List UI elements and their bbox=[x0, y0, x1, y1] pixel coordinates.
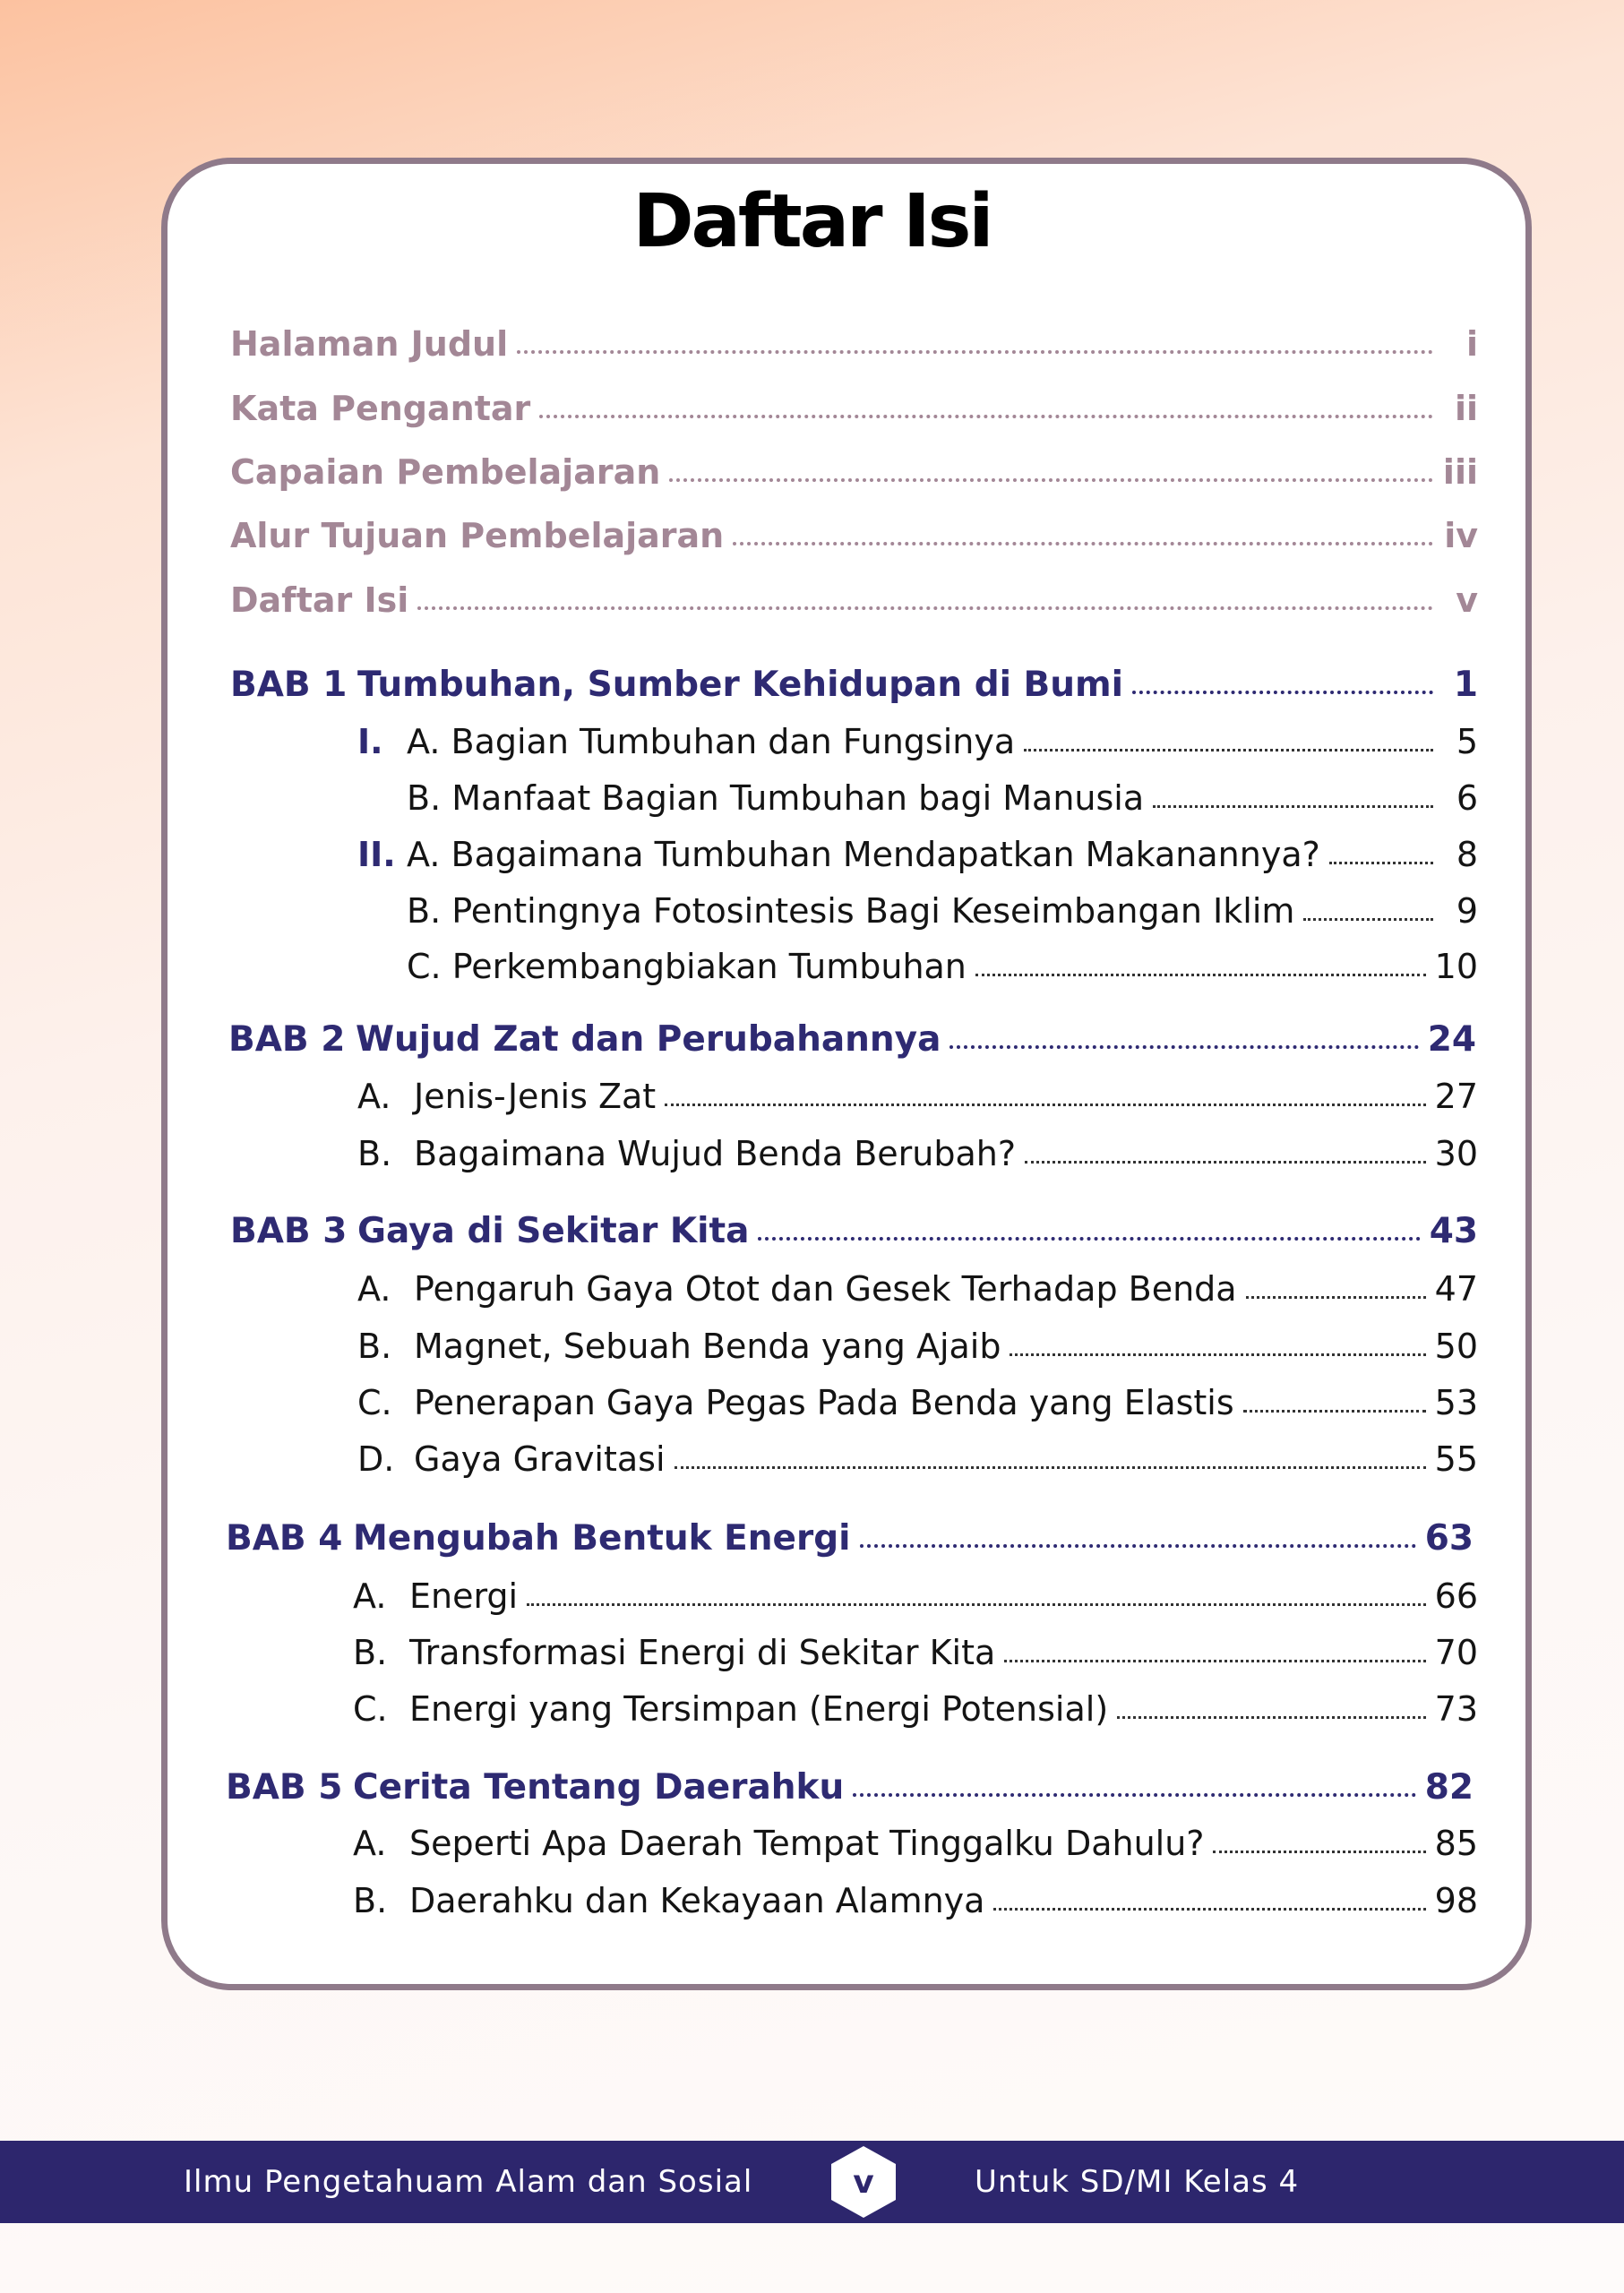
toc-page: ii bbox=[1454, 389, 1478, 428]
chapter-title: Wujud Zat dan Perubahannya bbox=[356, 1019, 941, 1060]
dot-leader bbox=[527, 1603, 1426, 1606]
chapter-page: 24 bbox=[1427, 1019, 1476, 1060]
section-title: Pengaruh Gaya Otot dan Gesek Terhadap Benda bbox=[414, 1269, 1237, 1309]
toc-section bbox=[357, 1134, 1478, 1189]
section-title: Bagian Tumbuhan dan Fungsinya bbox=[451, 722, 1016, 761]
footer-grade: Untuk SD/MI Kelas 4 bbox=[975, 2164, 1300, 2200]
dot-leader bbox=[417, 606, 1433, 610]
section-letter: D. bbox=[357, 1439, 395, 1479]
dot-leader bbox=[1004, 1660, 1425, 1662]
section-roman: II. bbox=[357, 835, 396, 874]
section-page: 98 bbox=[1434, 1881, 1478, 1920]
toc-label: Alur Tujuan Pembelajaran bbox=[230, 516, 725, 555]
chapter-code: BAB 3 bbox=[230, 1211, 348, 1251]
toc-page: v bbox=[1456, 580, 1478, 620]
dot-leader bbox=[1329, 862, 1433, 864]
chapter-code: BAB 2 bbox=[228, 1019, 346, 1060]
toc-section bbox=[357, 1383, 1478, 1438]
section-title: Bagaimana Tumbuhan Mendapatkan Makanannya? bbox=[451, 835, 1320, 874]
dot-leader bbox=[860, 1544, 1416, 1548]
footer-book-title: Ilmu Pengetahuam Alam dan Sosial bbox=[184, 2164, 753, 2200]
dot-leader bbox=[665, 1104, 1425, 1106]
toc-section bbox=[353, 1824, 1478, 1879]
section-letter: A. bbox=[357, 1077, 391, 1116]
section-title: Perkembangbiakan Tumbuhan bbox=[451, 947, 967, 986]
section-title: Magnet, Sebuah Benda yang Ajaib bbox=[414, 1327, 1001, 1366]
dot-leader bbox=[1117, 1716, 1425, 1719]
section-letter: A. bbox=[407, 835, 441, 874]
dot-leader bbox=[1024, 749, 1433, 751]
chapter-title: Tumbuhan, Sumber Kehidupan di Bumi bbox=[357, 665, 1124, 705]
toc-chapter-3 bbox=[230, 1211, 1478, 1267]
footer-page-number: v bbox=[853, 2163, 874, 2201]
chapter-code: BAB 5 bbox=[226, 1767, 343, 1808]
toc-page: iv bbox=[1444, 516, 1478, 555]
dot-leader bbox=[1132, 691, 1433, 694]
toc-section bbox=[357, 1327, 1478, 1382]
chapter-code: BAB 1 bbox=[230, 665, 348, 705]
section-title: Gaya Gravitasi bbox=[414, 1439, 666, 1479]
toc-label: Capaian Pembelajaran bbox=[230, 452, 661, 492]
section-page: 9 bbox=[1456, 891, 1478, 931]
section-page: 70 bbox=[1434, 1633, 1478, 1672]
section-letter: B. bbox=[357, 1327, 392, 1366]
section-page: 6 bbox=[1456, 778, 1478, 818]
section-title: Seperti Apa Daerah Tempat Tinggalku Dahulu? bbox=[409, 1824, 1205, 1863]
toc-entry-front-0 bbox=[230, 324, 1478, 380]
dot-leader bbox=[1025, 1161, 1426, 1164]
section-page: 30 bbox=[1434, 1134, 1478, 1173]
toc-entry-front-2 bbox=[230, 452, 1478, 508]
dot-leader bbox=[1246, 1296, 1426, 1299]
section-title: Penerapan Gaya Pegas Pada Benda yang Elastis bbox=[414, 1383, 1234, 1422]
dot-leader bbox=[949, 1045, 1418, 1049]
dot-leader bbox=[1010, 1353, 1425, 1356]
toc-section bbox=[357, 1439, 1478, 1495]
toc-section bbox=[353, 1689, 1478, 1745]
section-page: 73 bbox=[1434, 1689, 1478, 1729]
section-letter: A. bbox=[357, 1269, 391, 1309]
chapter-page: 82 bbox=[1424, 1767, 1474, 1808]
toc-page: iii bbox=[1442, 452, 1478, 492]
section-title: Manfaat Bagian Tumbuhan bagi Manusia bbox=[451, 778, 1145, 818]
toc-entry-front-1 bbox=[230, 389, 1478, 444]
section-page: 85 bbox=[1434, 1824, 1478, 1863]
section-roman: I. bbox=[357, 722, 383, 761]
section-letter: A. bbox=[407, 722, 441, 761]
chapter-page: 63 bbox=[1424, 1518, 1474, 1559]
dot-leader bbox=[975, 974, 1426, 976]
toc-section bbox=[353, 1881, 1478, 1937]
section-title: Pentingnya Fotosintesis Bagi Keseimbangan Iklim bbox=[451, 891, 1295, 931]
toc-chapter-2 bbox=[228, 1019, 1476, 1075]
section-page: 5 bbox=[1456, 722, 1478, 761]
toc-entry-front-3 bbox=[230, 516, 1478, 571]
section-letter: B. bbox=[353, 1633, 388, 1672]
chapter-title: Cerita Tentang Daerahku bbox=[353, 1767, 845, 1808]
section-page: 66 bbox=[1434, 1576, 1478, 1616]
dot-leader bbox=[669, 478, 1433, 482]
toc-section bbox=[357, 722, 1478, 777]
section-letter: B. bbox=[353, 1881, 388, 1920]
section-title: Transformasi Energi di Sekitar Kita bbox=[409, 1633, 996, 1672]
dot-leader bbox=[993, 1908, 1425, 1911]
section-page: 55 bbox=[1434, 1439, 1478, 1479]
toc-label: Kata Pengantar bbox=[230, 389, 531, 428]
dot-leader bbox=[1213, 1851, 1425, 1853]
dot-leader bbox=[853, 1793, 1415, 1797]
chapter-title: Mengubah Bentuk Energi bbox=[353, 1518, 851, 1559]
toc-section bbox=[407, 947, 1478, 1002]
section-page: 47 bbox=[1434, 1269, 1478, 1309]
toc-page: i bbox=[1465, 324, 1478, 364]
section-letter: C. bbox=[353, 1689, 388, 1729]
toc-section bbox=[357, 835, 1478, 890]
toc-section bbox=[407, 891, 1478, 947]
section-letter: B. bbox=[357, 1134, 392, 1173]
dot-leader bbox=[1153, 805, 1433, 808]
dot-leader bbox=[1303, 918, 1433, 921]
section-letter: C. bbox=[357, 1383, 392, 1422]
section-title: Energi bbox=[409, 1576, 519, 1616]
toc-section bbox=[353, 1633, 1478, 1688]
section-letter: C. bbox=[407, 947, 442, 986]
toc-label: Halaman Judul bbox=[230, 324, 509, 364]
section-page: 50 bbox=[1434, 1327, 1478, 1366]
toc-chapter-5 bbox=[226, 1767, 1474, 1823]
section-letter: B. bbox=[407, 891, 442, 931]
chapter-title: Gaya di Sekitar Kita bbox=[357, 1211, 750, 1251]
dot-leader bbox=[539, 415, 1433, 418]
dot-leader bbox=[517, 350, 1433, 354]
toc-chapter-4 bbox=[226, 1518, 1474, 1574]
toc-section bbox=[357, 1269, 1478, 1325]
section-letter: B. bbox=[407, 778, 442, 818]
toc-entry-front-4 bbox=[230, 580, 1478, 636]
page-footer bbox=[0, 2141, 1624, 2223]
section-page: 8 bbox=[1456, 835, 1478, 874]
section-title: Bagaimana Wujud Benda Berubah? bbox=[414, 1134, 1017, 1173]
dot-leader bbox=[675, 1466, 1426, 1469]
dot-leader bbox=[758, 1237, 1420, 1241]
toc-section bbox=[353, 1576, 1478, 1632]
chapter-page: 43 bbox=[1429, 1211, 1478, 1251]
section-title: Daerahku dan Kekayaan Alamnya bbox=[409, 1881, 985, 1920]
page-title: Daftar Isi bbox=[632, 179, 992, 264]
section-title: Energi yang Tersimpan (Energi Potensial) bbox=[409, 1689, 1109, 1729]
section-letter: A. bbox=[353, 1824, 387, 1863]
toc-label: Daftar Isi bbox=[230, 580, 409, 620]
toc-section bbox=[357, 1077, 1478, 1132]
section-letter: A. bbox=[353, 1576, 387, 1616]
dot-leader bbox=[1243, 1410, 1426, 1413]
section-title: Jenis-Jenis Zat bbox=[414, 1077, 657, 1116]
section-page: 53 bbox=[1434, 1383, 1478, 1422]
section-page: 27 bbox=[1434, 1077, 1478, 1116]
toc-chapter-1 bbox=[230, 665, 1478, 720]
chapter-page: 1 bbox=[1453, 665, 1478, 705]
dot-leader bbox=[733, 542, 1433, 545]
chapter-code: BAB 4 bbox=[226, 1518, 343, 1559]
section-page: 10 bbox=[1434, 947, 1478, 986]
toc-section bbox=[407, 778, 1478, 834]
